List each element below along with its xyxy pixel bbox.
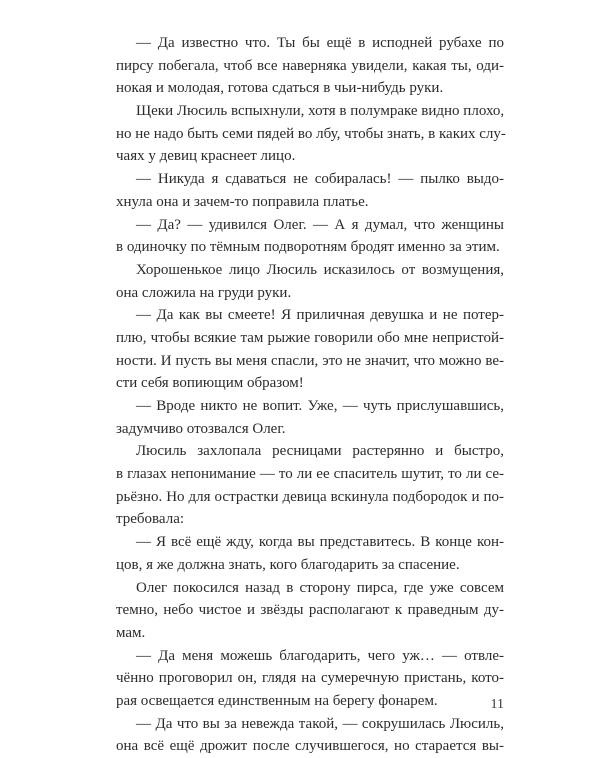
text-line: но не надо быть семи пядей во лбу, чтобы знать, в каких слу- (116, 125, 506, 142)
text-line: требовала: (116, 511, 185, 528)
text-line: — Да как вы смеете! Я приличная девушка и не потер- (136, 307, 504, 324)
text-line: Люсиль захлопала ресницами растерянно и быстро, (136, 443, 504, 460)
text-line: — Никуда я сдаваться не собиралась! — пылко выдо- (136, 171, 504, 188)
text-line: нокая и молодая, готова сдаться в чьи-нибудь руки. (116, 80, 444, 97)
page-number: 11 (490, 697, 504, 712)
text-line: цов, я же должна знать, кого благодарить за спасение. (116, 556, 460, 573)
text-line: темно, небо чистое и звёзды располагают к праведным ду- (116, 602, 504, 619)
body-text (116, 32, 504, 758)
text-line: Олег покосился назад в сторону пирса, где уже совсем (136, 579, 504, 596)
text-line: — Да известно что. Ты бы ещё в исподней рубахе по (136, 35, 504, 51)
text-line: плю, чтобы всякие там рыжие говорили обо мне непристой- (116, 329, 504, 346)
text-line: пирсу побегала, чтоб все наверняка увидели, какая ты, оди- (116, 57, 504, 74)
text-line: в глазах непонимание — то ли ее спаситель шутит, то ли се- (116, 466, 504, 483)
text-line: хнула она и зачем-то поправила платье. (116, 193, 369, 210)
text-line: Щеки Люсиль вспыхнули, хотя в полумраке видно плохо, (136, 103, 505, 120)
text-line: в одиночку по тёмным подворотням бродят именно за этим. (116, 239, 500, 256)
text-line: чаях у девиц краснеет лицо. (116, 148, 296, 165)
text-line: рьёзно. Но для острастки девица вскинула подбородок и по- (116, 488, 504, 505)
text-line: рая освещается единственным на берегу фонарем. (116, 692, 438, 709)
text-line: чённо проговорил он, глядя на сумеречную пристань, кото- (116, 670, 504, 687)
text-line: — Да что вы за невежда такой, — сокрушилась Люсиль, (136, 715, 504, 732)
text-line: она сложила на груди руки. (116, 284, 292, 301)
text-line: задумчиво отозвался Олег. (116, 420, 286, 437)
text-line: мам. (116, 624, 146, 641)
text-line: — Да меня можешь благодарить, чего уж… — отвле- (136, 647, 504, 664)
text-line: Хорошенькое лицо Люсиль исказилось от возмущения, (136, 261, 504, 278)
text-line: она всё ещё дрожит после случившегося, но старается вы- (116, 738, 504, 755)
text-line: ности. И пусть вы меня спасли, это не значит, что можно ве- (116, 352, 504, 369)
text-line: сти себя вопиющим образом! (116, 375, 304, 392)
text-line: — Вроде никто не вопит. Уже, — чуть прислушавшись, (136, 398, 504, 414)
text-line: — Да? — удивился Олег. — А я думал, что женщины (136, 216, 504, 233)
text-line: — Я всё ещё жду, когда вы представитесь. В конце кон- (136, 534, 504, 551)
